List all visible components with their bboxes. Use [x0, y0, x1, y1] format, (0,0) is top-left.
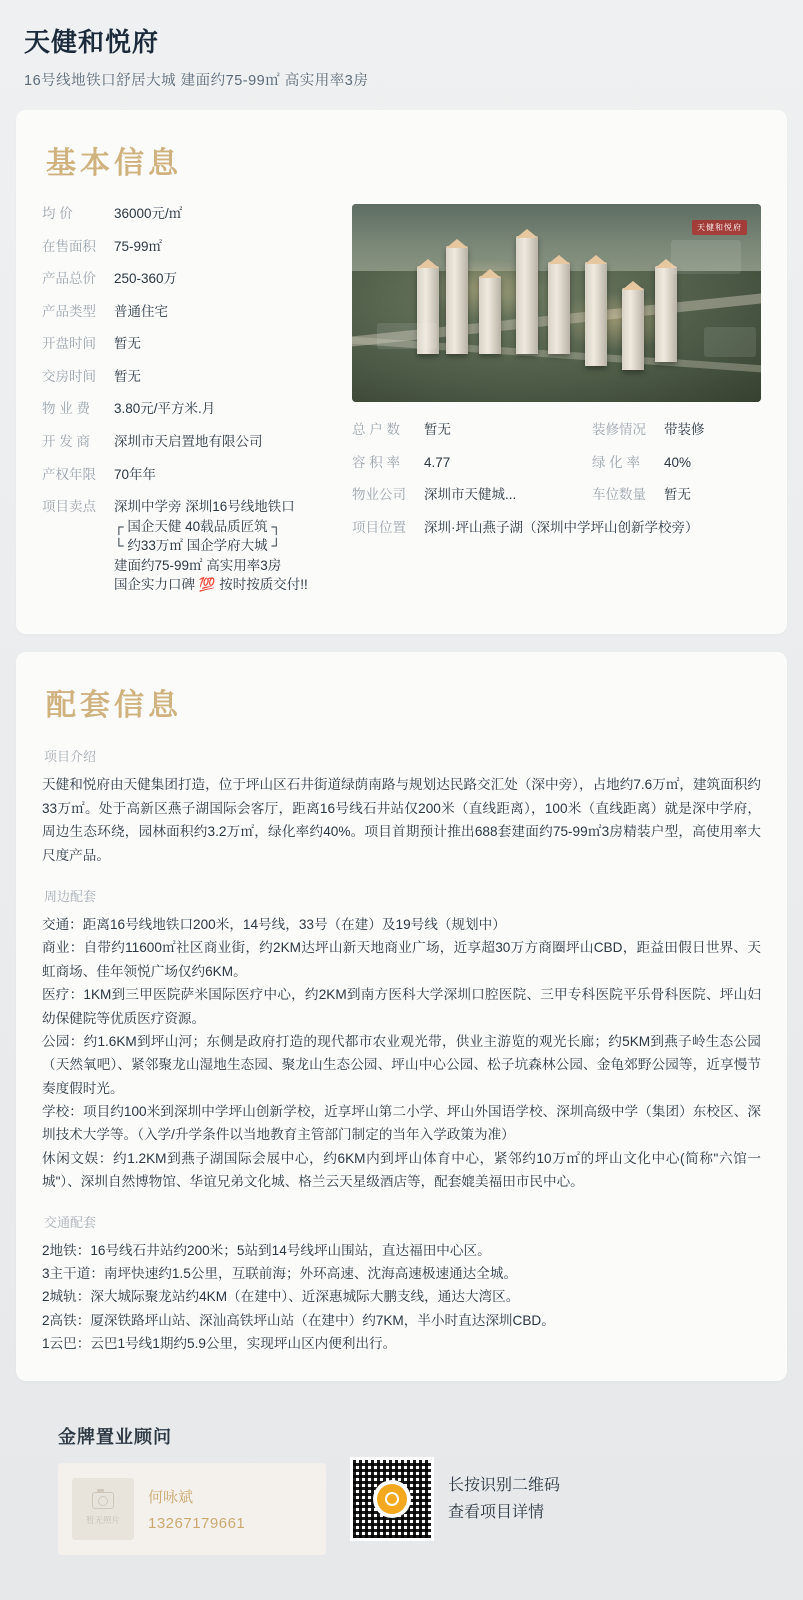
hero-tower [446, 246, 468, 354]
info-row-area [42, 237, 342, 257]
advisor-name: 何咏斌 [148, 1489, 194, 1507]
facilities-card [16, 652, 787, 1382]
info-key: 物 业 费 [42, 401, 91, 417]
info-value: 36000元/㎡ [114, 206, 183, 221]
selling-point: 建面约75-99㎡ 高实用率3房 [114, 557, 282, 573]
qr-caption-line2: 查看项目详情 [448, 1504, 545, 1522]
info-key: 产权年限 [42, 466, 96, 482]
qr-caption-line1: 长按识别二维码 [448, 1477, 561, 1495]
hero-tower [516, 236, 538, 354]
around-list [42, 913, 761, 1194]
info-key: 项目卖点 [42, 499, 96, 515]
selling-point: ┌ 国企天健 40载品质匠筑 ┐ [114, 518, 281, 534]
qr-caption [448, 1472, 560, 1526]
around-label: 周边配套 [44, 889, 97, 904]
info-value: 70年年 [114, 466, 157, 482]
page-header [0, 0, 803, 100]
info-key: 项目位置 [352, 519, 406, 535]
photo-placeholder-label: 暂无照片 [85, 1515, 120, 1526]
info-row-management-parking [352, 485, 761, 505]
info-key: 产品总价 [42, 271, 96, 287]
advisor-block [26, 1413, 326, 1555]
info-key: 在售面积 [42, 238, 96, 254]
info-key: 均 价 [42, 206, 73, 221]
info-key: 物业公司 [352, 487, 406, 503]
facilities-title: 配套信息 [46, 688, 182, 722]
info-row-plot-ratio-green [352, 453, 761, 473]
info-value: 75-99㎡ [114, 238, 163, 254]
info-value: 带装修 [664, 422, 705, 437]
hero-tower [585, 262, 607, 366]
advisor-contact [148, 1486, 245, 1532]
traffic-item-highspeed-rail: 2高铁：厦深铁路坪山站、深汕高铁坪山站（在建中）约7KM，半小时直达深圳CBD。 [42, 1312, 555, 1328]
hero-tower [479, 276, 501, 354]
traffic-label: 交通配套 [44, 1214, 97, 1230]
info-value: 暂无 [114, 336, 141, 352]
info-key: 装修情况 [592, 422, 646, 437]
info-row-developer [42, 432, 342, 452]
traffic-list [42, 1239, 761, 1356]
info-value: 暂无 [424, 422, 451, 437]
hero-tower [622, 288, 644, 370]
info-value: 250-360万 [114, 271, 178, 287]
advisor-photo-placeholder [72, 1478, 134, 1540]
info-value: 4.77 [424, 454, 451, 470]
info-row-households-decoration [352, 420, 761, 440]
info-key: 容 积 率 [352, 454, 401, 470]
around-item-transport: 交通：距离16号线地铁口200米，14号线，33号（在建）及19号线（规划中） [42, 917, 506, 932]
info-row-price [42, 204, 342, 224]
info-value: 40% [664, 454, 692, 470]
info-key: 开 发 商 [42, 433, 91, 449]
info-value: 暂无 [114, 368, 141, 384]
info-value: 暂无 [664, 487, 691, 503]
info-key: 产品类型 [42, 303, 96, 319]
info-value: 深圳市天健城... [424, 487, 517, 503]
info-row-total-price [42, 269, 342, 289]
advisor-card [58, 1463, 326, 1555]
page-subtitle: 16号线地铁口舒居大城 建面约75-99㎡ 高实用率3房 [24, 73, 369, 89]
selling-point: 深圳中学旁 深圳16号线地铁口 [114, 499, 295, 515]
hero-tower [548, 262, 570, 354]
info-key: 交房时间 [42, 368, 96, 384]
hero-building-block [377, 323, 437, 349]
traffic-item-roads: 3主干道：南坪快速约1.5公里，互联前海；外环高速、沈海高速极速通达全城。 [42, 1265, 518, 1281]
basic-info-title: 基本信息 [46, 147, 182, 180]
intro-paragraph: 天健和悦府由天健集团打造，位于坪山区石井街道绿荫南路与规划达民路交汇处（深中旁），占地约7.6万㎡，建筑面积约33万㎡。处于高新区燕子湖国际会客厅，距离16号线石井站仅200米（直线距离），100米（直线距离）就是深中学府，周边生态环绕，园林面积约3.2万㎡，绿化率约40%。项目首期预计推出688套建面约75-99㎡3房精装户型，高使用率大尺度产品。 [42, 776, 761, 864]
info-value: 深圳市天启置地有限公司 [114, 433, 263, 449]
hero-image-label: 天健和悦府 [692, 220, 747, 235]
info-row-open-date [42, 334, 342, 354]
info-row-product-type [42, 302, 342, 322]
info-row-selling-points [42, 497, 342, 595]
around-item-leisure: 休闲文娱：约1.2KM到燕子湖国际会展中心，约6KM内到坪山体育中心，紧邻约10万㎡的坪山文化中心(简称"六馆一城"）、深圳自然博物馆、华谊兄弟文化城、格兰云天星级酒店等，配套媲美福田市民中心。 [42, 1150, 761, 1190]
info-key: 总 户 数 [352, 422, 401, 437]
qr-block[interactable] [350, 1457, 560, 1541]
around-item-medical: 医疗：1KM到三甲医院萨米国际医疗中心，约2KM到南方医科大学深圳口腔医院、三甲专科医院平乐骨科医院、坪山妇幼保健院等优质医疗资源。 [42, 987, 761, 1026]
traffic-item-yunba: 1云巴：云巴1号线1期约5.9公里，实现坪山区内便利出行。 [42, 1336, 397, 1351]
camera-icon [92, 1492, 114, 1509]
page-title: 天健和悦府 [24, 27, 160, 57]
info-row-ownership [42, 465, 342, 485]
hero-tower [655, 266, 677, 362]
around-item-schools: 学校：项目约100米到深圳中学坪山创新学校，近享坪山第二小学、坪山外国语学校、深圳高级中学（集团）东校区、深圳技术大学等。（入学/升学条件以当地教育主管部门制定的当年入学政策为准） [42, 1104, 761, 1143]
advisor-title: 金牌置业顾问 [58, 1427, 172, 1448]
selling-point: └ 约33万㎡ 国企学府大城 ┘ [114, 538, 281, 554]
info-value: 3.80元/平方米.月 [114, 401, 216, 417]
hero-building-block [671, 240, 741, 274]
info-key: 开盘时间 [42, 336, 96, 352]
info-row-delivery-date [42, 367, 342, 387]
hero-building-block [704, 327, 756, 357]
intro-label: 项目介绍 [44, 748, 97, 764]
info-value: 深圳·坪山燕子湖（深圳中学坪山创新学校旁） [424, 519, 699, 535]
info-key: 车位数量 [592, 487, 646, 503]
info-value: 普通住宅 [114, 303, 168, 319]
traffic-item-metro: 2地铁：16号线石井站约200米；5站到14号线坪山围站，直达福田中心区。 [42, 1242, 491, 1258]
footer-section [16, 1407, 787, 1575]
info-row-location [352, 518, 761, 538]
project-hero-image [352, 204, 761, 402]
info-row-property-fee [42, 399, 342, 419]
basic-info-right-column [352, 204, 761, 608]
basic-info-card [16, 110, 787, 634]
advisor-phone[interactable]: 13267179661 [148, 1515, 246, 1533]
info-key: 绿 化 率 [592, 454, 641, 470]
traffic-item-intercity: 2城轨：深大城际聚龙站约4KM（在建中）、近深惠城际大鹏支线，通达大湾区。 [42, 1289, 520, 1305]
qr-code-icon[interactable] [350, 1457, 434, 1541]
selling-point: 国企实力口碑 💯 按时按质交付!! [114, 577, 308, 593]
basic-info-left-column [42, 204, 342, 608]
qr-center-ring [385, 1492, 399, 1506]
around-item-commerce: 商业：自带约11600㎡社区商业街，约2KM达坪山新天地商业广场，近享超30万方商圈坪山CBD，距益田假日世界、天虹商场、佳年领悦广场仅约6KM。 [42, 940, 761, 979]
around-item-parks: 公园：约1.6KM到坪山河；东侧是政府打造的现代都市农业观光带，供业主游览的观光长廊；约5KM到燕子岭生态公园（天然氧吧）、紧邻聚龙山湿地生态园、聚龙山生态公园、坪山中心公园、松子坑森林公园、金龟郊野公园等，近享慢节奏度假时光。 [42, 1033, 761, 1096]
selling-points-list [114, 497, 342, 595]
